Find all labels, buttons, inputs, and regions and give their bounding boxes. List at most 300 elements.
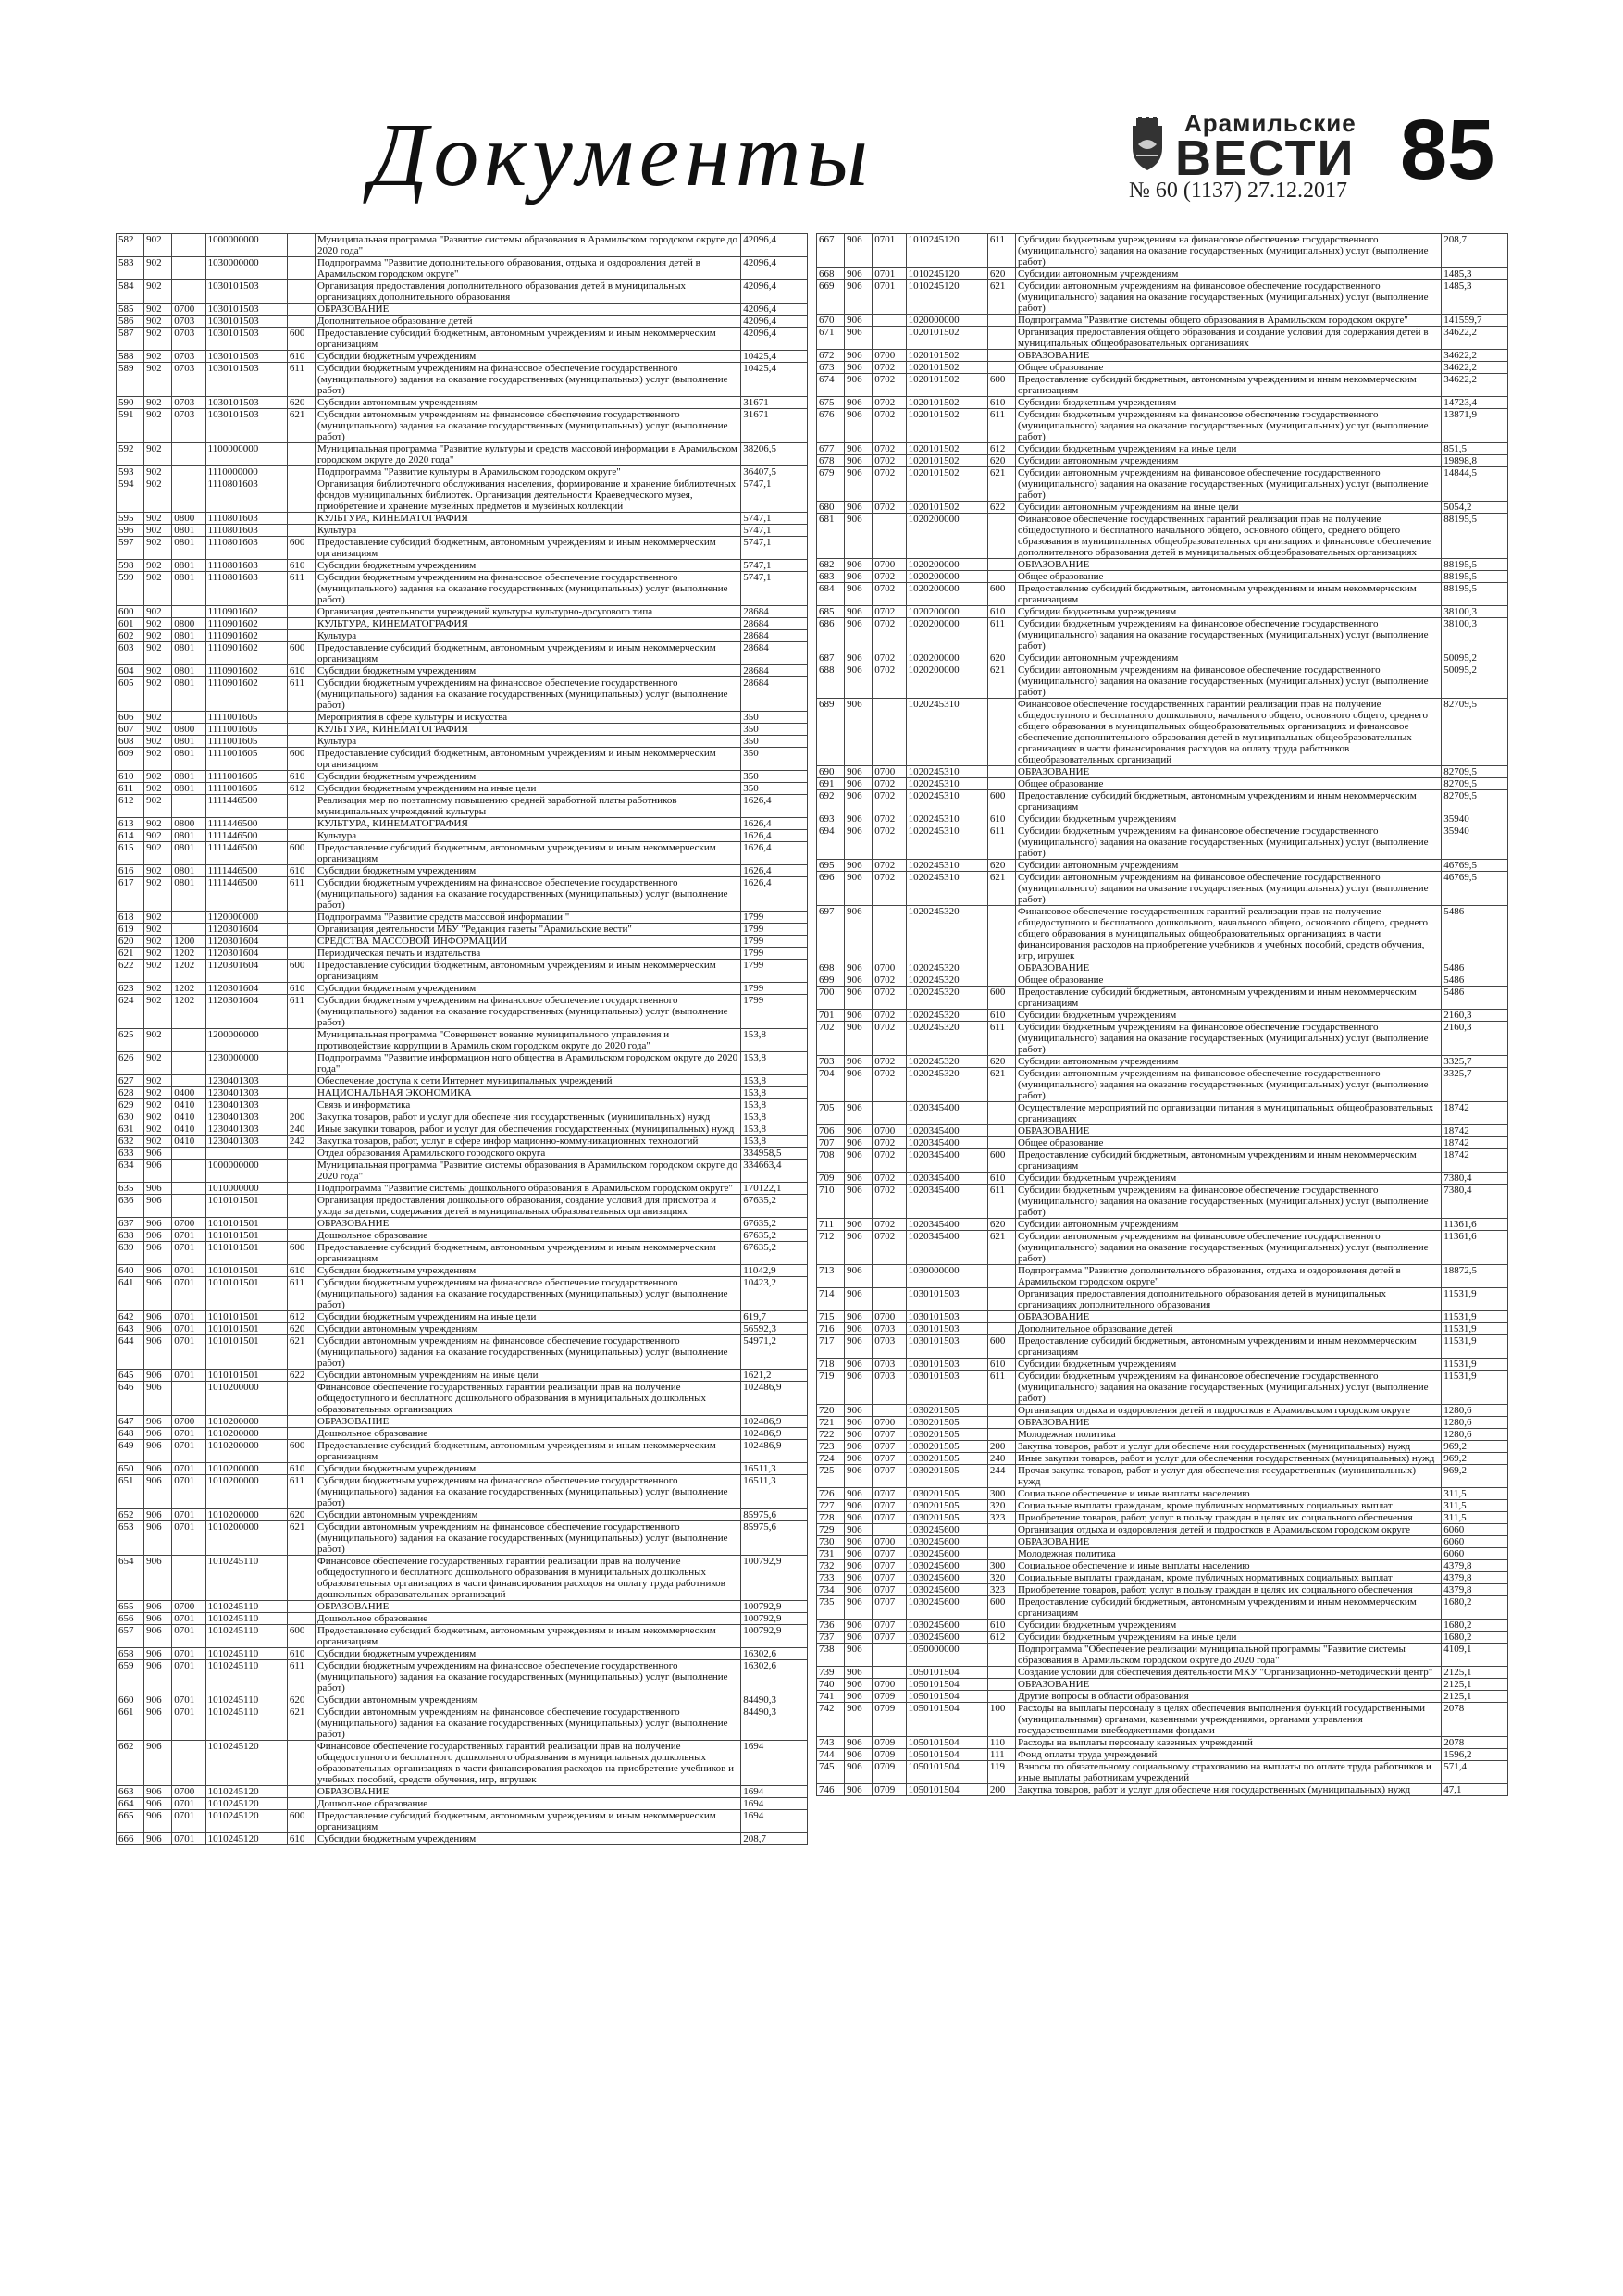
amount: 28684 [741, 642, 808, 665]
target-code: 1230401303 [205, 1099, 287, 1111]
target-code: 1030201505 [906, 1417, 987, 1429]
item-name: Молодежная политика [1016, 1429, 1442, 1441]
section-code: 0701 [172, 1475, 205, 1509]
amount: 1694 [741, 1741, 808, 1786]
grbs-code: 906 [144, 1810, 172, 1833]
table-row [117, 1382, 808, 1416]
target-code: 1020345400 [906, 1137, 987, 1149]
target-code: 1020245320 [906, 1010, 987, 1022]
item-name: Организация предоставления дошкольного образования, создание условий для присмотра и ухода за детьми, содержания детей в муниципальных образовательных организациях [316, 1195, 741, 1218]
section-code [172, 924, 205, 936]
grbs-code: 906 [144, 1786, 172, 1798]
table-row [117, 1099, 808, 1111]
section-code [172, 478, 205, 513]
row-number: 632 [117, 1136, 144, 1148]
grbs-code: 906 [845, 778, 873, 790]
target-code [205, 1148, 287, 1160]
expense-type: 600 [287, 842, 315, 865]
amount: 13871,9 [1442, 409, 1508, 443]
expense-type [287, 948, 315, 960]
row-number: 715 [817, 1311, 845, 1323]
target-code: 1111446500 [205, 842, 287, 865]
target-code: 1010245110 [205, 1625, 287, 1648]
item-name: ОБРАЗОВАНИЕ [316, 1218, 741, 1230]
grbs-code: 906 [144, 1323, 172, 1335]
row-number: 702 [817, 1022, 845, 1056]
table-row [117, 363, 808, 397]
table-row [117, 572, 808, 606]
grbs-code: 906 [845, 1644, 873, 1667]
grbs-code: 906 [845, 1632, 873, 1644]
item-name: Связь и информатика [316, 1099, 741, 1111]
amount: 18742 [1442, 1125, 1508, 1137]
item-name: Фонд оплаты труда учреждений [1016, 1749, 1442, 1761]
grbs-code: 906 [144, 1625, 172, 1648]
target-code: 1111446500 [205, 795, 287, 818]
amount: 38206,5 [741, 443, 808, 466]
row-number: 634 [117, 1160, 144, 1183]
section-code: 0702 [873, 443, 906, 455]
row-number: 716 [817, 1323, 845, 1335]
expense-type [987, 1417, 1015, 1429]
item-name: Субсидии бюджетным учреждениям [316, 983, 741, 995]
grbs-code: 902 [144, 234, 172, 257]
grbs-code: 902 [144, 443, 172, 466]
section-code: 0801 [172, 877, 205, 912]
target-code: 1050101504 [906, 1691, 987, 1703]
target-code: 1010245110 [205, 1556, 287, 1601]
expense-type: 600 [987, 583, 1015, 606]
section-code: 0707 [873, 1465, 906, 1488]
target-code: 1030201505 [906, 1488, 987, 1500]
grbs-code: 902 [144, 606, 172, 618]
row-number: 633 [117, 1148, 144, 1160]
table-row [117, 1660, 808, 1694]
grbs-code: 902 [144, 924, 172, 936]
grbs-code: 906 [845, 1737, 873, 1749]
table-row [817, 1311, 1508, 1323]
amount: 311,5 [1442, 1500, 1508, 1512]
target-code: 1230401303 [205, 1087, 287, 1099]
item-name: Субсидии автономным учреждениям на финансовое обеспечение государственного (муниципального) задания на оказание государственных (муниципальных) услуг (выполнение работ) [1016, 1231, 1442, 1265]
grbs-code: 902 [144, 1052, 172, 1075]
target-code: 1030201505 [906, 1465, 987, 1488]
expense-type [987, 1548, 1015, 1560]
expense-type [987, 1691, 1015, 1703]
section-code: 0703 [172, 351, 205, 363]
expense-type: 200 [987, 1784, 1015, 1796]
row-number: 666 [117, 1833, 144, 1845]
table-row [117, 712, 808, 724]
row-number: 680 [817, 502, 845, 514]
section-code: 0707 [873, 1500, 906, 1512]
grbs-code: 902 [144, 537, 172, 560]
amount: 18742 [1442, 1102, 1508, 1125]
table-row [817, 1548, 1508, 1560]
target-code: 1020000000 [906, 315, 987, 327]
item-name: Общее образование [1016, 1137, 1442, 1149]
grbs-code: 906 [845, 571, 873, 583]
row-number: 601 [117, 618, 144, 630]
section-code [172, 1195, 205, 1218]
table-row [817, 1335, 1508, 1359]
target-code: 1020245320 [906, 1056, 987, 1068]
grbs-code: 906 [144, 1265, 172, 1277]
amount: 2160,3 [1442, 1022, 1508, 1056]
row-number: 721 [817, 1417, 845, 1429]
amount: 1799 [741, 960, 808, 983]
grbs-code: 902 [144, 736, 172, 748]
amount: 3325,7 [1442, 1056, 1508, 1068]
row-number: 656 [117, 1613, 144, 1625]
amount: 67635,2 [741, 1242, 808, 1265]
item-name: Субсидии автономным учреждениям на иные цели [1016, 502, 1442, 514]
target-code: 1010101501 [205, 1242, 287, 1265]
grbs-code: 902 [144, 724, 172, 736]
table-row [817, 280, 1508, 315]
grbs-code: 906 [845, 1536, 873, 1548]
item-name: Субсидии бюджетным учреждениям [1016, 1359, 1442, 1371]
item-name: Субсидии бюджетным учреждениям на финансовое обеспечение государственного (муниципального) задания на оказание государственных (муниципальных) услуг (выполнение работ) [316, 677, 741, 712]
target-code: 1020101502 [906, 362, 987, 374]
row-number: 698 [817, 962, 845, 974]
target-code: 1111446500 [205, 865, 287, 877]
expense-type: 600 [987, 987, 1015, 1010]
expense-type: 320 [987, 1500, 1015, 1512]
section-code [172, 606, 205, 618]
section-code [873, 1667, 906, 1679]
item-name: Расходы на выплаты персоналу в целях обеспечения выполнения функций государственными (муниципальными) органами, казенными учреждениями, органами управления государственными внебюджетными фондами [1016, 1703, 1442, 1737]
table-row [117, 818, 808, 830]
expense-type: 611 [287, 877, 315, 912]
row-number: 623 [117, 983, 144, 995]
amount: 11531,9 [1442, 1311, 1508, 1323]
section-code: 0701 [172, 1833, 205, 1845]
table-row [817, 974, 1508, 987]
table-row [117, 1440, 808, 1463]
expense-type [287, 618, 315, 630]
table-row [817, 1679, 1508, 1691]
grbs-code: 902 [144, 409, 172, 443]
table-row [117, 1029, 808, 1052]
table-row [117, 736, 808, 748]
grbs-code: 902 [144, 912, 172, 924]
amount: 88195,5 [1442, 571, 1508, 583]
target-code: 1111446500 [205, 830, 287, 842]
item-name: Субсидии бюджетным учреждениям на финансовое обеспечение государственного (муниципального) задания на оказание государственных (муниципальных) услуг (выполнение работ) [1016, 825, 1442, 860]
table-row [817, 455, 1508, 467]
expense-type: 622 [987, 502, 1015, 514]
section-code: 0701 [172, 1440, 205, 1463]
section-code [873, 1288, 906, 1311]
table-row [117, 525, 808, 537]
amount: 11531,9 [1442, 1335, 1508, 1359]
table-row [117, 397, 808, 409]
section-code: 1202 [172, 995, 205, 1029]
expense-type: 600 [987, 374, 1015, 397]
target-code: 1111001605 [205, 783, 287, 795]
item-name: Взносы по обязательному социальному страхованию на выплаты по оплате труда работников и иные выплаты работникам учреждений [1016, 1761, 1442, 1784]
target-code: 1010245110 [205, 1660, 287, 1694]
amount: 5486 [1442, 906, 1508, 962]
grbs-code: 906 [845, 559, 873, 571]
target-code: 1020200000 [906, 606, 987, 618]
item-name: Социальные выплаты гражданам, кроме публичных нормативных социальных выплат [1016, 1572, 1442, 1584]
target-code: 1010245110 [205, 1706, 287, 1741]
item-name: Субсидии автономным учреждениям [316, 397, 741, 409]
newspaper-logo [1127, 109, 1357, 186]
expense-type: 610 [987, 606, 1015, 618]
target-code: 1010101501 [205, 1195, 287, 1218]
grbs-code: 906 [144, 1833, 172, 1845]
amount: 1799 [741, 983, 808, 995]
expense-type [987, 1288, 1015, 1311]
amount: 1680,2 [1442, 1620, 1508, 1632]
section-code: 0701 [873, 234, 906, 268]
row-number: 687 [817, 652, 845, 664]
table-row [117, 1087, 808, 1099]
target-code: 1120000000 [205, 912, 287, 924]
amount: 1799 [741, 912, 808, 924]
table-row [117, 304, 808, 316]
table-row [817, 583, 1508, 606]
expense-type [287, 712, 315, 724]
target-code: 1020245320 [906, 974, 987, 987]
row-number: 638 [117, 1230, 144, 1242]
item-name: Субсидии бюджетным учреждениям на финансовое обеспечение государственного (муниципального) задания на оказание государственных (муниципальных) услуг (выполнение работ) [1016, 1022, 1442, 1056]
expense-type: 323 [987, 1512, 1015, 1524]
expense-type: 620 [987, 860, 1015, 872]
grbs-code: 906 [144, 1148, 172, 1160]
item-name: Субсидии автономным учреждениям [1016, 652, 1442, 664]
amount: 1694 [741, 1786, 808, 1798]
target-code: 1110901602 [205, 642, 287, 665]
section-code: 0701 [172, 1335, 205, 1370]
item-name: Субсидии бюджетным учреждениям [316, 351, 741, 363]
amount: 34622,2 [1442, 327, 1508, 350]
amount: 5486 [1442, 987, 1508, 1010]
grbs-code: 902 [144, 818, 172, 830]
target-code: 1111001605 [205, 736, 287, 748]
table-row [117, 630, 808, 642]
section-code: 0701 [172, 1613, 205, 1625]
row-number: 677 [817, 443, 845, 455]
expense-type: 611 [987, 618, 1015, 652]
table-row [817, 1644, 1508, 1667]
grbs-code: 906 [845, 1465, 873, 1488]
section-code: 0707 [873, 1441, 906, 1453]
item-name: Муниципальная программа "Совершенст вование муниципального управления и противодействие коррупции в Арамиль ском городском округе до 2020 года" [316, 1029, 741, 1052]
table-row [117, 877, 808, 912]
grbs-code: 906 [845, 1761, 873, 1784]
item-name: Субсидии бюджетным учреждениям на финансовое обеспечение государственного (муниципального) задания на оказание государственных (муниципальных) услуг (выполнение работ) [316, 363, 741, 397]
row-number: 671 [817, 327, 845, 350]
target-code: 1020345400 [906, 1173, 987, 1185]
target-code: 1000000000 [205, 234, 287, 257]
amount: 10425,4 [741, 363, 808, 397]
expense-type: 620 [287, 397, 315, 409]
row-number: 630 [117, 1111, 144, 1123]
table-row [817, 571, 1508, 583]
table-row [117, 1556, 808, 1601]
item-name: Социальное обеспечение и иные выплаты населению [1016, 1488, 1442, 1500]
item-name: Культура [316, 525, 741, 537]
expense-type [987, 906, 1015, 962]
table-row [817, 514, 1508, 559]
row-number: 724 [817, 1453, 845, 1465]
target-code: 1020200000 [906, 514, 987, 559]
expense-type: 240 [987, 1453, 1015, 1465]
amount: 16302,6 [741, 1648, 808, 1660]
target-code: 1030245600 [906, 1560, 987, 1572]
section-code: 0701 [172, 1810, 205, 1833]
expense-type: 200 [987, 1441, 1015, 1453]
item-name: Организация библиотечного обслуживания населения, формирование и хранение библиотечных фондов муниципальных библиотек. Организация деятельности Краеведческого музея, приобретение и хранение музейных предметов и музейных коллекций [316, 478, 741, 513]
grbs-code: 902 [144, 630, 172, 642]
item-name: Общее образование [1016, 778, 1442, 790]
item-name: Субсидии бюджетным учреждениям на финансовое обеспечение государственного (муниципального) задания на оказание государственных (муниципальных) услуг (выполнение работ) [316, 1277, 741, 1311]
item-name: Субсидии бюджетным учреждениям на финансовое обеспечение государственного (муниципального) задания на оказание государственных (муниципальных) услуг (выполнение работ) [1016, 409, 1442, 443]
table-row [817, 467, 1508, 502]
target-code: 1020200000 [906, 664, 987, 699]
amount: 5054,2 [1442, 502, 1508, 514]
table-row [117, 1694, 808, 1706]
table-row [117, 795, 808, 818]
expense-type [287, 1075, 315, 1087]
section-code [873, 1102, 906, 1125]
amount: 2160,3 [1442, 1010, 1508, 1022]
item-name: Подпрограмма "Обеспечение реализации муниципальной программы "Развитие системы образования в Арамильском городском округе до 2020 года" [1016, 1644, 1442, 1667]
target-code: 1120301604 [205, 924, 287, 936]
row-number: 737 [817, 1632, 845, 1644]
amount: 5747,1 [741, 478, 808, 513]
item-name: Муниципальная программа "Развитие системы образования в Арамильском городском округе до 2020 года" [316, 1160, 741, 1183]
section-code: 0702 [873, 825, 906, 860]
section-code: 0701 [172, 1660, 205, 1694]
item-name: Субсидии бюджетным учреждениям на финансовое обеспечение государственного (муниципального) задания на оказание государственных (муниципальных) услуг (выполнение работ) [316, 572, 741, 606]
grbs-code: 906 [845, 1691, 873, 1703]
section-code: 0801 [172, 525, 205, 537]
expense-type [987, 974, 1015, 987]
table-row [817, 1691, 1508, 1703]
table-row [117, 316, 808, 328]
row-number: 725 [817, 1465, 845, 1488]
grbs-code: 906 [845, 1185, 873, 1219]
section-code [873, 1265, 906, 1288]
target-code: 1030101503 [906, 1359, 987, 1371]
row-number: 717 [817, 1335, 845, 1359]
item-name: Субсидии автономным учреждениям [1016, 1219, 1442, 1231]
logo-main-text: ВЕСТИ [1175, 130, 1356, 186]
expense-type: 600 [287, 1242, 315, 1265]
expense-type [287, 1160, 315, 1183]
grbs-code: 906 [845, 1219, 873, 1231]
target-code: 1030101503 [205, 397, 287, 409]
section-code [172, 257, 205, 280]
grbs-code: 906 [845, 1056, 873, 1068]
item-name: Предоставление субсидий бюджетным, автономным учреждениям и иным некоммерческим организациям [1016, 790, 1442, 813]
item-name: Дошкольное образование [316, 1798, 741, 1810]
item-name: Субсидии автономным учреждениям на финансовое обеспечение государственного (муниципального) задания на оказание государственных (муниципальных) услуг (выполнение работ) [1016, 1068, 1442, 1102]
target-code: 1030245600 [906, 1632, 987, 1644]
expense-type [287, 304, 315, 316]
table-row [117, 936, 808, 948]
amount: 28684 [741, 606, 808, 618]
section-code: 0701 [172, 1694, 205, 1706]
item-name: Субсидии бюджетным учреждениям [316, 665, 741, 677]
table-row [117, 351, 808, 363]
row-number: 704 [817, 1068, 845, 1102]
section-code: 0700 [172, 304, 205, 316]
row-number: 621 [117, 948, 144, 960]
amount: 969,2 [1442, 1441, 1508, 1453]
section-code: 0709 [873, 1761, 906, 1784]
table-row [117, 1111, 808, 1123]
grbs-code: 906 [845, 1512, 873, 1524]
row-number: 689 [817, 699, 845, 766]
row-number: 605 [117, 677, 144, 712]
target-code: 1010101501 [205, 1277, 287, 1311]
item-name: Реализация мер по поэтапному повышению средней заработной платы работников муниципальных учреждений культуры [316, 795, 741, 818]
table-row [817, 1667, 1508, 1679]
table-row [817, 1265, 1508, 1288]
amount: 153,8 [741, 1123, 808, 1136]
item-name: Социальное обеспечение и иные выплаты населению [1016, 1560, 1442, 1572]
amount: 2078 [1442, 1737, 1508, 1749]
amount: 350 [741, 736, 808, 748]
section-code: 0701 [172, 1521, 205, 1556]
expense-type: 600 [287, 1810, 315, 1833]
grbs-code: 906 [144, 1694, 172, 1706]
expense-type [987, 1536, 1015, 1548]
amount: 350 [741, 712, 808, 724]
target-code: 1020345400 [906, 1102, 987, 1125]
amount: 11531,9 [1442, 1359, 1508, 1371]
table-row [117, 1160, 808, 1183]
row-number: 615 [117, 842, 144, 865]
section-code: 0702 [873, 467, 906, 502]
row-number: 745 [817, 1761, 845, 1784]
item-name: Культура [316, 630, 741, 642]
amount: 1799 [741, 936, 808, 948]
table-row [117, 1416, 808, 1428]
target-code: 1010101501 [205, 1265, 287, 1277]
table-row [117, 1706, 808, 1741]
section-code: 0709 [873, 1749, 906, 1761]
grbs-code: 906 [845, 652, 873, 664]
item-name: ОБРАЗОВАНИЕ [1016, 350, 1442, 362]
table-row [817, 699, 1508, 766]
item-name: ОБРАЗОВАНИЕ [1016, 962, 1442, 974]
table-row [117, 1148, 808, 1160]
expense-type: 600 [287, 642, 315, 665]
section-code: 0701 [172, 1428, 205, 1440]
item-name: Субсидии автономным учреждениям [1016, 860, 1442, 872]
row-number: 629 [117, 1099, 144, 1111]
expense-type [987, 315, 1015, 327]
grbs-code: 902 [144, 351, 172, 363]
item-name: Субсидии бюджетным учреждениям [1016, 397, 1442, 409]
item-name: Субсидии автономным учреждениям [316, 1509, 741, 1521]
amount: 969,2 [1442, 1465, 1508, 1488]
expense-type: 320 [987, 1572, 1015, 1584]
table-row [117, 1648, 808, 1660]
amount: 1485,3 [1442, 268, 1508, 280]
amount: 18742 [1442, 1149, 1508, 1173]
row-number: 682 [817, 559, 845, 571]
section-code [172, 1741, 205, 1786]
table-row [117, 280, 808, 304]
